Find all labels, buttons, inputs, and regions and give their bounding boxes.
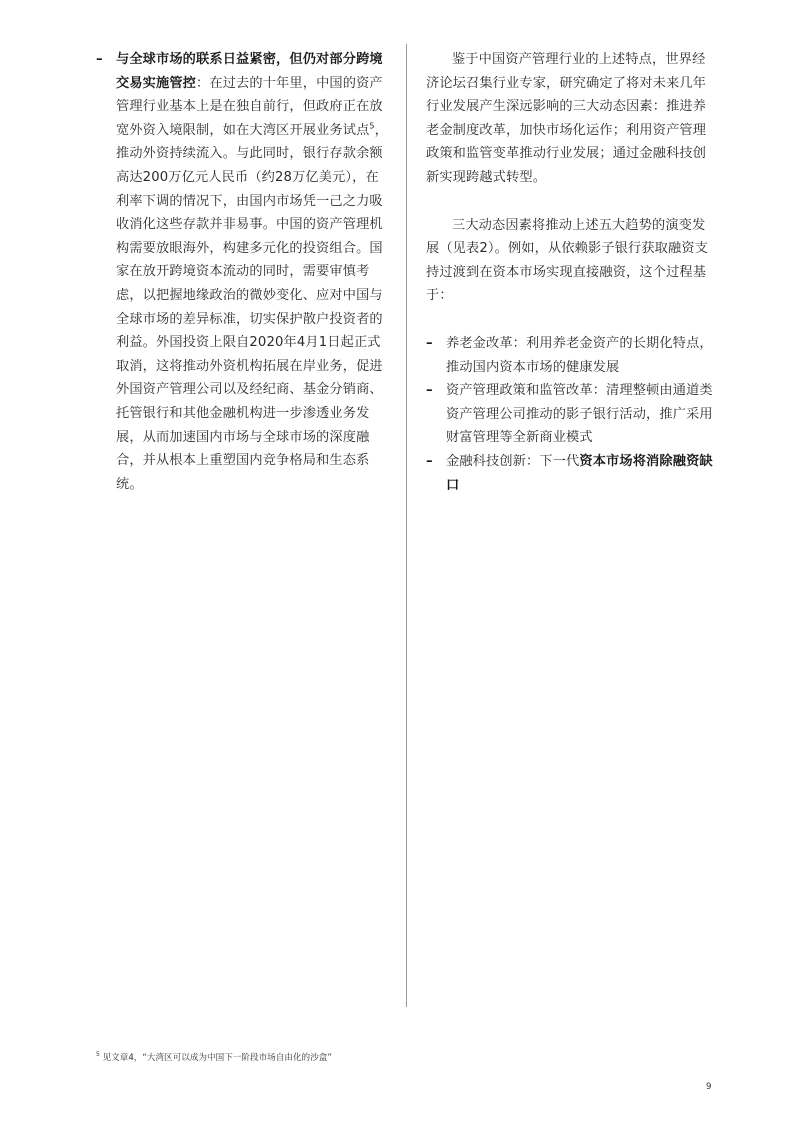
footnote-text: 见文章4，“大湾区可以成为中国下一阶段市场自由化的沙盒”: [102, 1053, 332, 1063]
bullet-global-markets: [96, 48, 392, 496]
bullet-bold-text: 资本市场将消除融资缺口: [446, 453, 713, 493]
footnote: [96, 1051, 332, 1063]
bullet-text: 金融科技创新：下一代: [446, 453, 580, 469]
page-number: 9: [706, 1082, 712, 1092]
bullet-text-part2: ，推动外资持续流入。与此同时，银行存款余额高达200万亿元人民币（约28万亿美元），在利率下调的情况下，由国内市场凭一己之力吸收消化这些存款并非易事。中国的资产管理机构需要放眼海外，构建多元化的投资组合。国家在放开跨境资本流动的同时，需要审慎考虑，以把握地缘政治的微妙变化、应对中国与全球市场的差异标准，切实保护散户投资者的利益。外国投资上限自2020年4月1日起正式取消，这将推动外资机构拓展在岸业务，促进外国资产管理公司以及经纪商、基金分销商、托管银行和其他金融机构进一步渗透业务发展，从而加速国内市场与全球市场的深度融合，并从根本上重塑国内竞争格局和生态系统。: [116, 122, 389, 492]
column-divider: [406, 44, 407, 1007]
footnote-reference[interactable]: 5: [369, 121, 375, 131]
bullet-heading: 与全球市场的联系日益紧密，但仍对部分跨境交易实施管控: [116, 52, 383, 91]
bullet-text-part1: ：在过去的十年里，中国的资产管理行业基本上是在独自前行，但政府正在放宽外资入境限制，如在大湾区开展业务试点: [116, 75, 383, 138]
paragraph-dynamics-intro: 鉴于中国资产管理行业的上述特点，世界经济论坛召集行业专家，研究确定了将对未来几年行业发展产生深远影响的三大动态因素：推进养老金制度改革，加快市场化运作；利用资产管理政策和监管变革推动行业发展；通过金融科技创新实现跨越式转型。: [426, 52, 707, 185]
bullet-dash: –: [96, 52, 103, 67]
bullet-pension-reform: [426, 332, 716, 379]
driver-bullet-list: [426, 332, 716, 497]
bullet-text: 资产管理政策和监管改革：清理整顿由通道类资产管理公司推动的影子银行活动，推广采用财富管理等全新商业模式: [446, 383, 713, 446]
bullet-dash: –: [426, 335, 433, 351]
paragraph-trends: 三大动态因素将推动上述五大趋势的演变发展（见表2）。例如，从依赖影子银行获取融资支持过渡到在资本市场实现直接融资，这个过程基于：: [426, 217, 709, 304]
bullet-fintech: [426, 450, 716, 497]
bullet-policy-reform: [426, 379, 716, 450]
bullet-text: 养老金改革：利用养老金资产的长期化特点，推动国内资本市场的健康发展: [446, 335, 713, 375]
bullet-dash: –: [426, 383, 433, 399]
footnote-mark: 5: [96, 1051, 100, 1059]
left-column: [96, 48, 392, 496]
bullet-dash: –: [426, 453, 433, 469]
right-column: [426, 48, 716, 497]
